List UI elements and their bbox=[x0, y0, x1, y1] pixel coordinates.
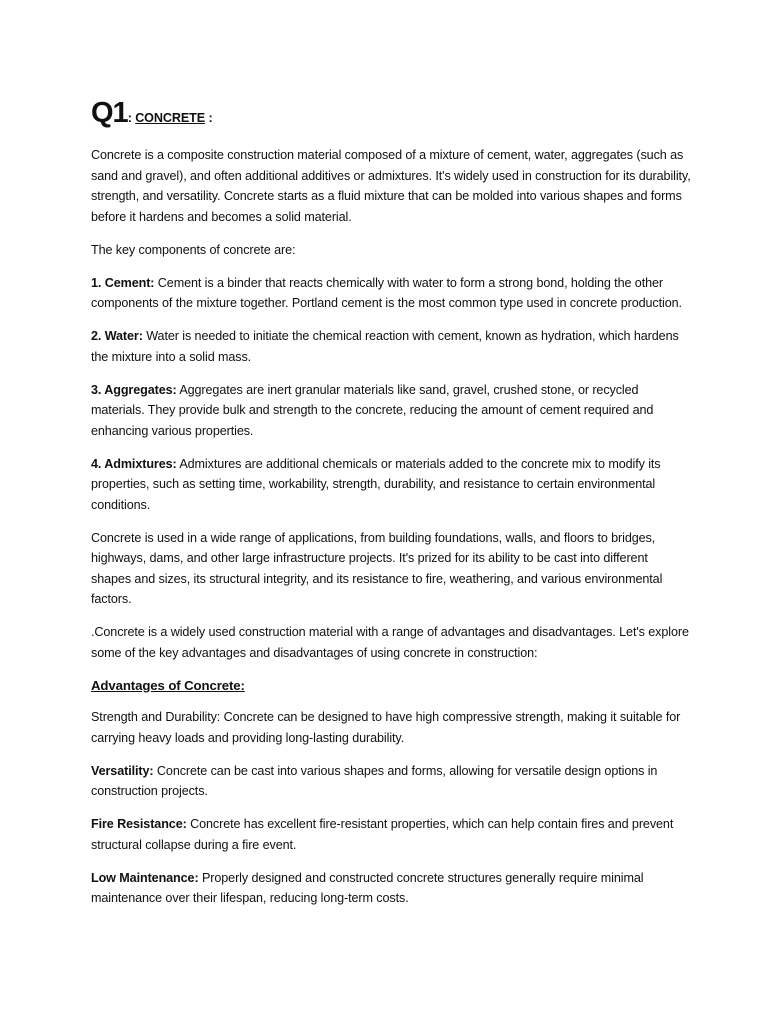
component-text: Cement is a binder that reacts chemically with water to form a strong bond, holding the other components of the mixture together. Portland cement is the most common type used in concrete production. bbox=[91, 275, 682, 310]
component-text: Water is needed to initiate the chemical reaction with cement, known as hydration, which hardens the mixture into a solid mass. bbox=[91, 329, 679, 364]
heading-trailing-colon: : bbox=[205, 111, 213, 125]
advantages-heading: Advantages of Concrete: bbox=[91, 677, 245, 693]
advantage-text: Concrete has excellent fire-resistant properties, which can help contain fires and prevent structural collapse during a fire event. bbox=[91, 817, 674, 852]
component-text: Admixtures are additional chemicals or materials added to the concrete mix to modify its properties, such as setting time, workability, strength, durability, and resistance to certain environmental conditions. bbox=[91, 456, 661, 512]
advantage-term: Versatility: bbox=[91, 763, 154, 778]
advantage-item-low-maintenance bbox=[91, 868, 691, 909]
component-term: 3. Aggregates: bbox=[91, 382, 177, 397]
component-item-admixtures bbox=[91, 454, 691, 516]
advantage-text: Concrete can be cast into various shapes and forms, allowing for versatile design options in construction projects. bbox=[91, 763, 658, 798]
question-heading bbox=[91, 98, 691, 133]
advantage-text: Properly designed and constructed concrete structures generally require minimal maintenance over their lifespan, reducing long-term costs. bbox=[91, 870, 644, 905]
component-term: 1. Cement: bbox=[91, 275, 155, 290]
component-item-water bbox=[91, 326, 691, 367]
heading-colon: : bbox=[127, 111, 136, 125]
advantage-term: Fire Resistance: bbox=[91, 817, 187, 831]
document-body bbox=[91, 98, 691, 921]
applications-paragraph: Concrete is used in a wide range of applications, from building foundations, walls, and floors to bridges, highways, dams, and other large infrastructure projects. It's prized for its ability to be cast into different shapes and sizes, its structural integrity, and its resistance to fire, weathering, and various environmental factors. bbox=[91, 530, 663, 606]
question-number: Q1 bbox=[91, 97, 128, 129]
advantage-term: Low Maintenance: bbox=[91, 870, 199, 885]
component-term: 4. Admixtures: bbox=[91, 456, 177, 471]
components-intro: The key components of concrete are: bbox=[91, 242, 296, 257]
component-item-cement bbox=[91, 273, 691, 314]
component-term: 2. Water: bbox=[91, 329, 143, 343]
advantage-item-fire-resistance bbox=[91, 814, 691, 855]
advantage-item-strength bbox=[91, 707, 691, 748]
question-topic: CONCRETE bbox=[135, 111, 206, 125]
component-text: Aggregates are inert granular materials like sand, gravel, crushed stone, or recycled materials. They provide bulk and strength to the concrete, reducing the amount of cement required and enhancing various properties. bbox=[91, 382, 654, 438]
transition-paragraph: .Concrete is a widely used construction material with a range of advantages and disadvantages. Let's explore some of the key advantages and disadvantages of using concrete in construction: bbox=[91, 625, 689, 660]
advantage-item-versatility bbox=[91, 761, 691, 802]
advantage-text: Concrete can be designed to have high compressive strength, making it suitable for carrying heavy loads and providing long-lasting durability. bbox=[91, 710, 681, 745]
intro-paragraph: Concrete is a composite construction material composed of a mixture of cement, water, aggregates (such as sand and gravel), and often additional additives or admixtures. It's widely used in construction for its durability, strength, and versatility. Concrete starts as a fluid mixture that can be molded into various shapes and forms before it hardens and becomes a solid material. bbox=[91, 148, 691, 224]
component-item-aggregates bbox=[91, 380, 691, 442]
advantage-term: Strength and Durability: bbox=[91, 710, 221, 724]
